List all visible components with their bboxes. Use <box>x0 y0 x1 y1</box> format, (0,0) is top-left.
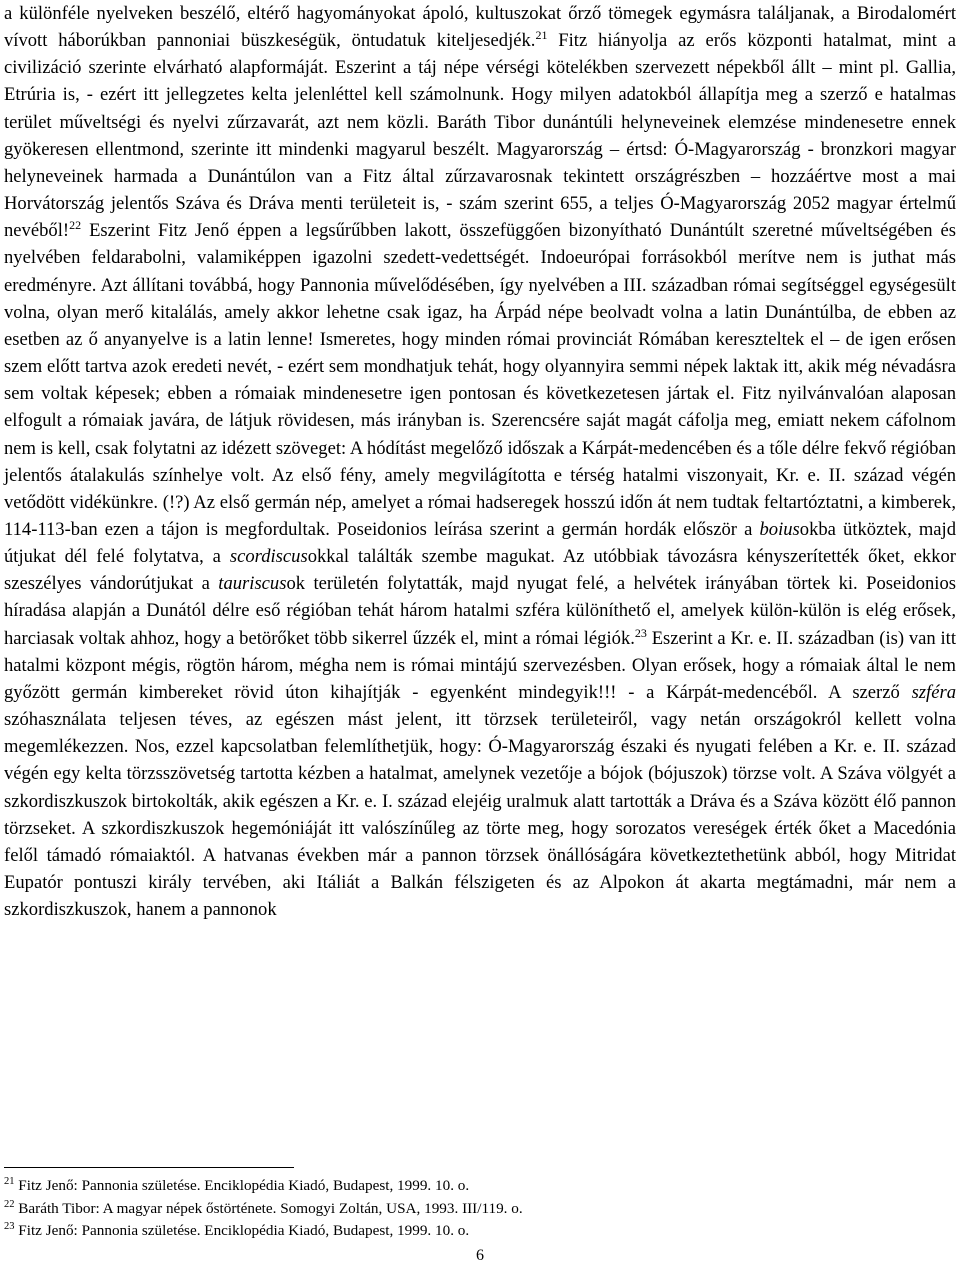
footnote-text: Baráth Tibor: A magyar népek őstörténete. Somogyi Zoltán, USA, 1993. III/119. o. <box>14 1199 523 1217</box>
text-segment: ok területén folytatták, majd nyugat felé, a helvétek irányában törtek ki. Poseidonios híradása alapján a Dunától délre eső régióban tehát három hatalmi szféra különíthető el, amelyek külön-külön is elég erősek, harciasak voltak ahhoz, hogy a betörőket több sikerrel űzzék el, mint a római légiók. <box>4 573 957 649</box>
document-page <box>4 0 956 923</box>
text-segment: Eszerint Fitz Jenő éppen a legsűrűbben lakott, összefüggően bizonyítható Dunántúlt szeretné műveltségében és nyelvében feldarabolni, valamiképpen igazolni szedett-vedettségét. Indoeurópai forrásokból merítve nem is juthat más eredményre. Azt állítani továbbá, hogy Pannonia művelődésében, így nyelvében a III. században római segítséggel egységesült volna, olyan merő kitalálás, amely akkor lehetne csak igaz, ha Árpád népe beolvadt volna a latin Dunántúlba, de ebben az esetben az ő anyanyelve is a latin lenne! Ismeretes, hogy minden római provinciát Rómában kereszteltek el – de igen erősen szem előtt tartva azok eredeti nevét, - ezért sem mondhatjuk tehát, hogy olyannyira semmi népek laktak itt, akik még névadásra sem voltak képesek; ebben a rómaiak mindenesetre igen pontosan és következetesen jártak el. Fitz nyilvánvalóan alaposan elfogult a rómaiak javára, de látjuk rövidesen, más irányban is. Szerencsére saját magát cáfolja meg, emiatt nekem cáfolnom nem is kell, csak folytatni az idézett szöveget: A hódítást megelőző időszak a Kárpát-medencében és a tőle délre fekvő régióban jelentős átalakulás színhelye volt. Az első fény, amely megvilágította e térség hatalmi viszonyait, Kr. e. II. század végén vetődött vidékünkre. (!?) Az első germán nép, amelyet a római hadseregek hosszú időn át nem tudtak feltartóztatni, a kimberek, 114-113-ban ezen a tájon is megfordultak. Poseidonios leírása szerint a germán hordák először a <box>4 220 956 540</box>
text-segment: Eszerint a Kr. e. II. században (is) van itt hatalmi központ mégis, rögtön három, mégha nem is római mintájú szervezésben. Olyan erősek, hogy a rómaiak által le nem győzött germán kimbereket rövid úton kihajítják - egyenként mindegyik!!! - a Kárpát-medencéből. A szerző <box>4 627 956 703</box>
footnote-22 <box>4 1198 956 1221</box>
footnote-text: Fitz Jenő: Pannonia születése. Enciklopédia Kiadó, Budapest, 1999. 10. o. <box>14 1177 470 1194</box>
footnote-ref-21[interactable]: 21 <box>535 28 548 43</box>
text-segment: a különféle nyelveken beszélő, eltérő hagyományokat ápoló, kultuszokat őrző tömegek egymásra találjanak, a Birodalomért vívott háborúkban pannoniai büszkeségük, öntudatuk kiteljesedjék. <box>4 3 956 52</box>
footnote-number: 23 <box>4 1221 15 1232</box>
italic-term-tauriscus: tauriscus <box>218 573 287 595</box>
main-paragraph <box>4 0 956 923</box>
text-segment: Fitz hiányolja az erős központi hatalmat, mint a civilizáció szerinte elvárható alapformáját. Eszerint a táj népe vérségi kötelékben szervezett népekből állt – mint pl. Gallia, Etrúria is, - ezért itt jellegzetes kelta jelenléttel kell számolnunk. Hogy milyen adatokból állapítja meg a szerző e hatalmas terület műveltségi és nyelvi zűrzavarát, azt nem közli. Baráth Tibor dunántúli helyneveinek elemzése mindenesetre ennek gyökeresen ellentmond, szerinte itt mindenki magyarul beszélt. Magyarország – értsd: Ó-Magyarország - bronzkori magyar helyneveinek harmada a Dunántúlon van a Fitz által zűrzavarosnak tekintett országrészben – hozzáértve most a mai Horvátország jelentős Száva és Dráva menti területeit is, - szám szerint 655, a teljes Ó-Magyarország 2052 magyar értelmű nevéből! <box>4 30 956 242</box>
page-number: 6 <box>476 1247 484 1264</box>
footnote-text: Fitz Jenő: Pannonia születése. Enciklopédia Kiadó, Budapest, 1999. 10. o. <box>14 1222 470 1239</box>
footnote-ref-22[interactable]: 22 <box>69 218 82 233</box>
text-segment: szóhasználata teljesen téves, az egészen mást jelent, itt törzsek területeiről, vagy netán országokról kellett volna megemlékezzen. Nos, ezzel kapcsolatban felemlíthetjük, hogy: Ó-Magyarország északi és nyugati felében a Kr. e. II. század végén egy kelta törzsszövetség tartotta kézben a hatalmat, amelynek vezetője a bójok (bójuszok) törzse volt. A Száva völgyét a szkordiszkuszok birtokolták, akik egészen a Kr. e. I. század elejéig uralmuk alatt tartották a Dráva és a Száva között élő pannon törzseket. A szkordiszkuszok hegemóniáját itt valószínűleg az törte meg, hogy sorozatos vereségek érték őket a Macedónia felől támadó rómaiaktól. A hatvanas években már a pannon törzsek önállóságára következtethetünk abból, hogy Mitridat Eupatór pontuszi király tervében, aki Itáliát a Balkán félszigeten és az Alpokon át akarta megtámadni, már nem a szkordiszkuszok, hanem a pannonok <box>4 709 956 921</box>
text-segment: okkal találták szembe magukat. Az utóbbiak távozásra kényszerítették őket, ekkor szeszélyes vándorútjukat a <box>4 546 956 595</box>
footnote-number: 21 <box>4 1176 15 1187</box>
footnote-separator <box>4 1167 294 1168</box>
footnote-number: 22 <box>4 1198 15 1210</box>
italic-term-scordiscus: scordiscus <box>229 546 308 568</box>
footnote-ref-23[interactable]: 23 <box>634 625 647 640</box>
footnote-23 <box>4 1220 956 1243</box>
italic-term-szfera: szféra <box>911 681 956 703</box>
footnote-21 <box>4 1175 956 1198</box>
italic-term-boius: boius <box>759 518 800 540</box>
footnotes <box>4 1175 956 1243</box>
text-segment: okba ütköztek, majd útjukat dél felé folytatva, a <box>4 518 957 568</box>
